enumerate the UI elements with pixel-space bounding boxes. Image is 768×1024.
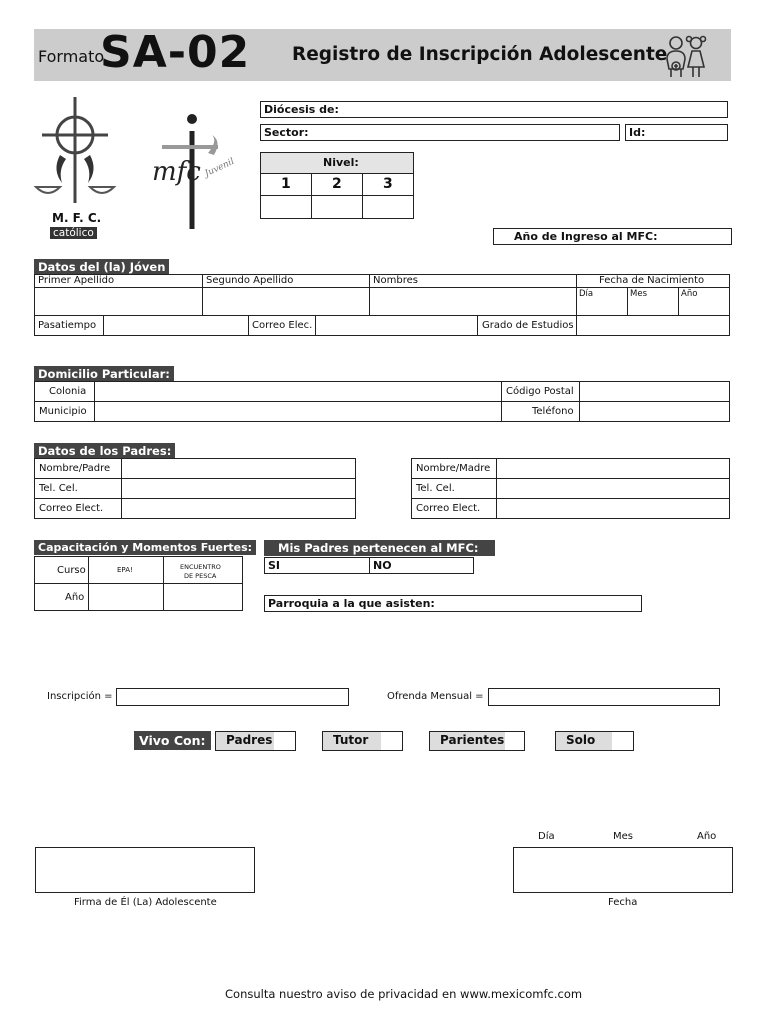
header-bar — [34, 29, 731, 81]
padre-grid: Nombre/Padre Tel. Cel. Correo Elect. — [34, 458, 356, 519]
anio-ingreso-field[interactable]: Año de Ingreso al MFC: — [493, 228, 732, 245]
fecha-dia-input[interactable]: Día — [576, 287, 628, 316]
section-domicilio: Domicilio Particular: — [34, 366, 174, 382]
ofrenda-input[interactable] — [488, 688, 720, 706]
pasatiempo-input[interactable] — [103, 315, 249, 336]
parroquia-field[interactable]: Parroquia a la que asisten: — [264, 595, 642, 612]
datos-joven-grid: Primer Apellido Segundo Apellido Nombres Fecha de Nacimiento Día Mes Año Pasatiempo Correo Elec. Grado de Estudios — [34, 274, 730, 336]
grado-estudios-input[interactable] — [576, 315, 730, 336]
section-padres: Datos de los Padres: — [34, 443, 175, 459]
primer-apellido-input[interactable] — [34, 287, 203, 316]
firma-label: Firma de Él (La) Adolescente — [74, 897, 217, 908]
nivel-3-mark[interactable] — [362, 195, 414, 219]
logo-text-mfc: M. F. C. — [52, 211, 102, 225]
privacy-footer: Consulta nuestro aviso de privacidad en www.mexicomfc.com — [225, 987, 583, 1001]
nivel-table — [260, 152, 414, 219]
mfc-si-cell[interactable]: SI — [264, 557, 370, 574]
ofrenda-label: Ofrenda Mensual = — [387, 691, 484, 702]
correo-madre-input[interactable] — [496, 498, 730, 519]
vivo-con-label: Vivo Con: — [134, 731, 211, 750]
segundo-apellido-input[interactable] — [202, 287, 370, 316]
logo-mfc-text: mfc — [152, 157, 201, 187]
tel-madre-input[interactable] — [496, 478, 730, 499]
form-code: SA-02 — [100, 27, 251, 78]
logo-text-catolico: católico — [50, 227, 97, 239]
telefono-input[interactable] — [579, 401, 730, 422]
nivel-2-cell[interactable]: 2 — [311, 173, 363, 196]
anio-encuentro-cell[interactable] — [163, 583, 243, 611]
logo-juvenil-text: Juvenil — [203, 156, 237, 180]
firma-box[interactable] — [35, 847, 255, 893]
correo-padre-input[interactable] — [121, 498, 356, 519]
children-icon — [662, 33, 710, 79]
nombres-input[interactable] — [369, 287, 577, 316]
sector-field[interactable]: Sector: — [260, 124, 620, 141]
tel-padre-input[interactable] — [121, 478, 356, 499]
fecha-mes-input[interactable]: Mes — [627, 287, 679, 316]
vivo-tutor-option[interactable]: Tutor — [322, 731, 403, 751]
curso-encuentro-cell[interactable]: ENCUENTRO DE PESCA — [163, 556, 243, 584]
nombre-madre-input[interactable] — [496, 458, 730, 479]
curso-epa-cell[interactable]: EPA! — [88, 556, 164, 584]
id-field[interactable]: Id: — [625, 124, 728, 141]
fecha-mes-label: Mes — [613, 831, 633, 842]
nombre-padre-input[interactable] — [121, 458, 356, 479]
vivo-padres-option[interactable]: Padres — [215, 731, 296, 751]
fecha-anio-input[interactable]: Año — [678, 287, 730, 316]
section-capacitacion: Capacitación y Momentos Fuertes: — [34, 540, 256, 555]
inscripcion-label: Inscripción = — [47, 691, 113, 702]
vivo-solo-option[interactable]: Solo — [555, 731, 634, 751]
nivel-1-cell[interactable]: 1 — [260, 173, 312, 196]
vivo-parientes-option[interactable]: Parientes — [429, 731, 525, 751]
madre-grid: Nombre/Madre Tel. Cel. Correo Elect. — [411, 458, 730, 519]
codigo-postal-input[interactable] — [579, 381, 730, 402]
form-title: Registro de Inscripción Adolescente — [292, 44, 668, 65]
inscripcion-input[interactable] — [116, 688, 349, 706]
section-datos-joven: Datos del (la) Jóven — [34, 259, 169, 275]
colonia-input[interactable] — [94, 381, 502, 402]
mfc-no-cell[interactable]: NO — [369, 557, 474, 574]
formato-prefix: Formato — [38, 47, 105, 66]
municipio-input[interactable] — [94, 401, 502, 422]
anio-epa-cell[interactable] — [88, 583, 164, 611]
section-mfc-padres: Mis Padres pertenecen al MFC: — [264, 540, 495, 556]
logo-mfc-juvenil — [148, 105, 240, 235]
nivel-label: Nivel: — [323, 156, 359, 169]
nivel-3-cell[interactable]: 3 — [362, 173, 414, 196]
diocesis-field[interactable]: Diócesis de: — [260, 101, 728, 118]
fecha-label: Fecha — [608, 897, 638, 908]
fecha-box[interactable] — [513, 847, 733, 893]
capacitacion-grid: Curso EPA! ENCUENTRO DE PESCA Año — [34, 556, 243, 611]
fecha-dia-label: Día — [538, 831, 555, 842]
nivel-2-mark[interactable] — [311, 195, 363, 219]
domicilio-grid: Colonia Código Postal Municipio Teléfono — [34, 381, 730, 422]
logo-mfc-catolico — [30, 95, 120, 245]
nivel-1-mark[interactable] — [260, 195, 312, 219]
correo-joven-input[interactable] — [315, 315, 478, 336]
fecha-anio-label: Año — [697, 831, 717, 842]
